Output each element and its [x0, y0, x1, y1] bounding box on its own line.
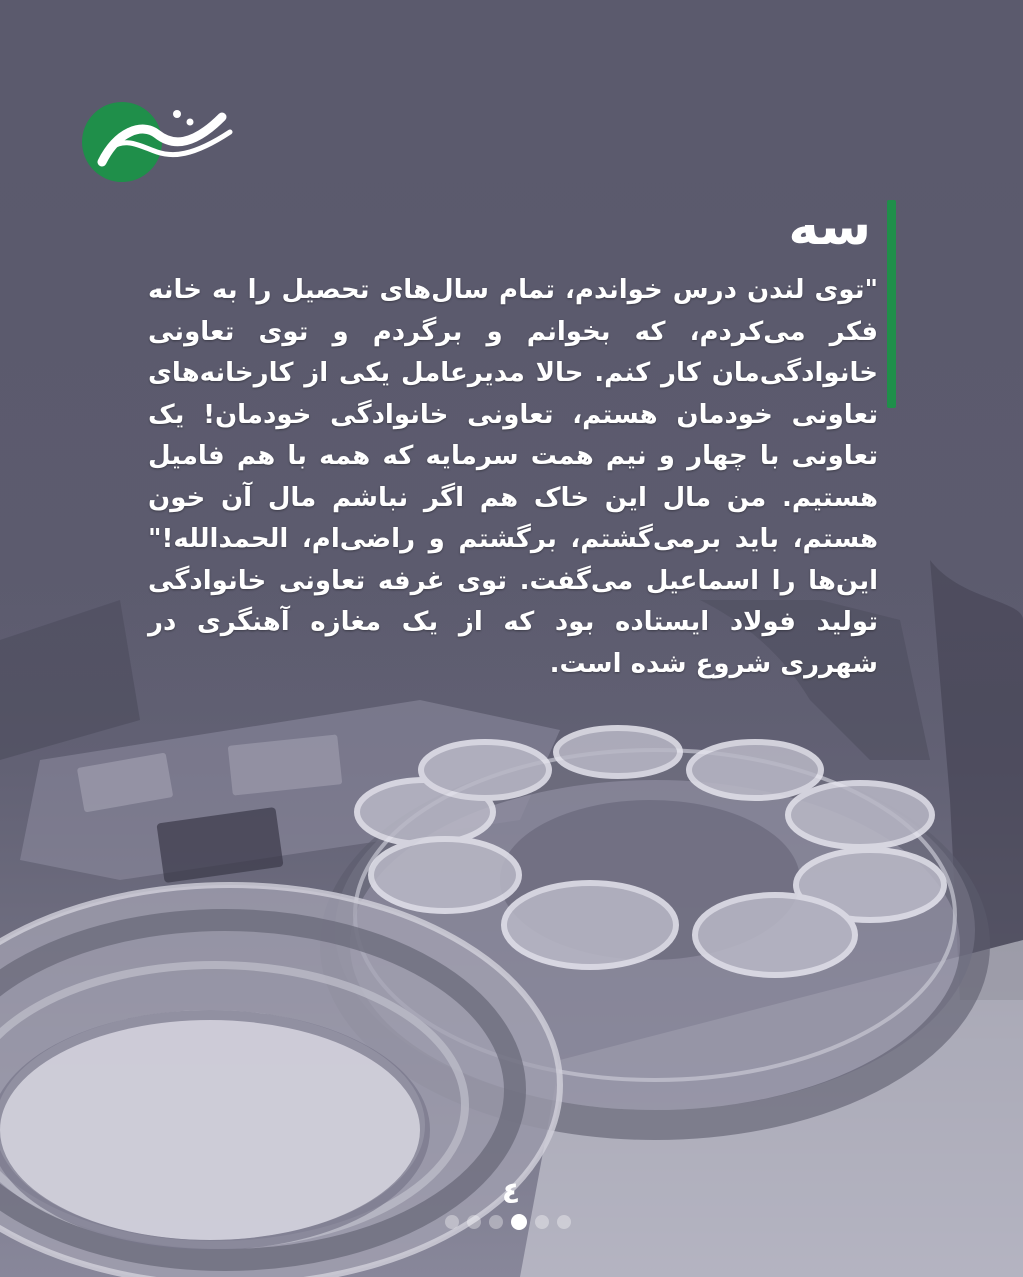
pagination-dot-active[interactable] [511, 1214, 527, 1230]
page-number: ٤ [501, 1176, 521, 1211]
section-title: سه [788, 197, 871, 257]
accent-bar [887, 200, 896, 408]
pagination-dot[interactable] [445, 1215, 459, 1229]
pagination-dot[interactable] [557, 1215, 571, 1229]
pagination-dot[interactable] [489, 1215, 503, 1229]
pagination-dot[interactable] [535, 1215, 549, 1229]
body-text: "توی لندن درس خواندم، تمام سال‌های تحصیل را به خانه فکر می‌کردم، که بخوانم و برگردم و توی تعاونی خانوادگی‌مان کار کنم. حالا مدیرعامل یکی از کارخانه‌های تعاونی خودمان هستم، تعاونی خانوادگی خودمان! یک تعاونی با چهار و نیم همت سرمایه که همه با هم فامیل هستیم. من مال این خاک هم اگر نباشم مال آن خون هستم، باید برمی‌گشتم، برگشتم و راضی‌ام، الحمدالله!" این‌ها را اسماعیل می‌گفت. توی غرفه تعاونی خانوادگی تولید فولاد ایستاده بود که از یک مغازه آهنگری در شهرری شروع شده است. [148, 275, 878, 679]
pagination-dots [445, 1215, 571, 1230]
brand-logo [82, 92, 242, 192]
pagination-dot[interactable] [467, 1215, 481, 1229]
